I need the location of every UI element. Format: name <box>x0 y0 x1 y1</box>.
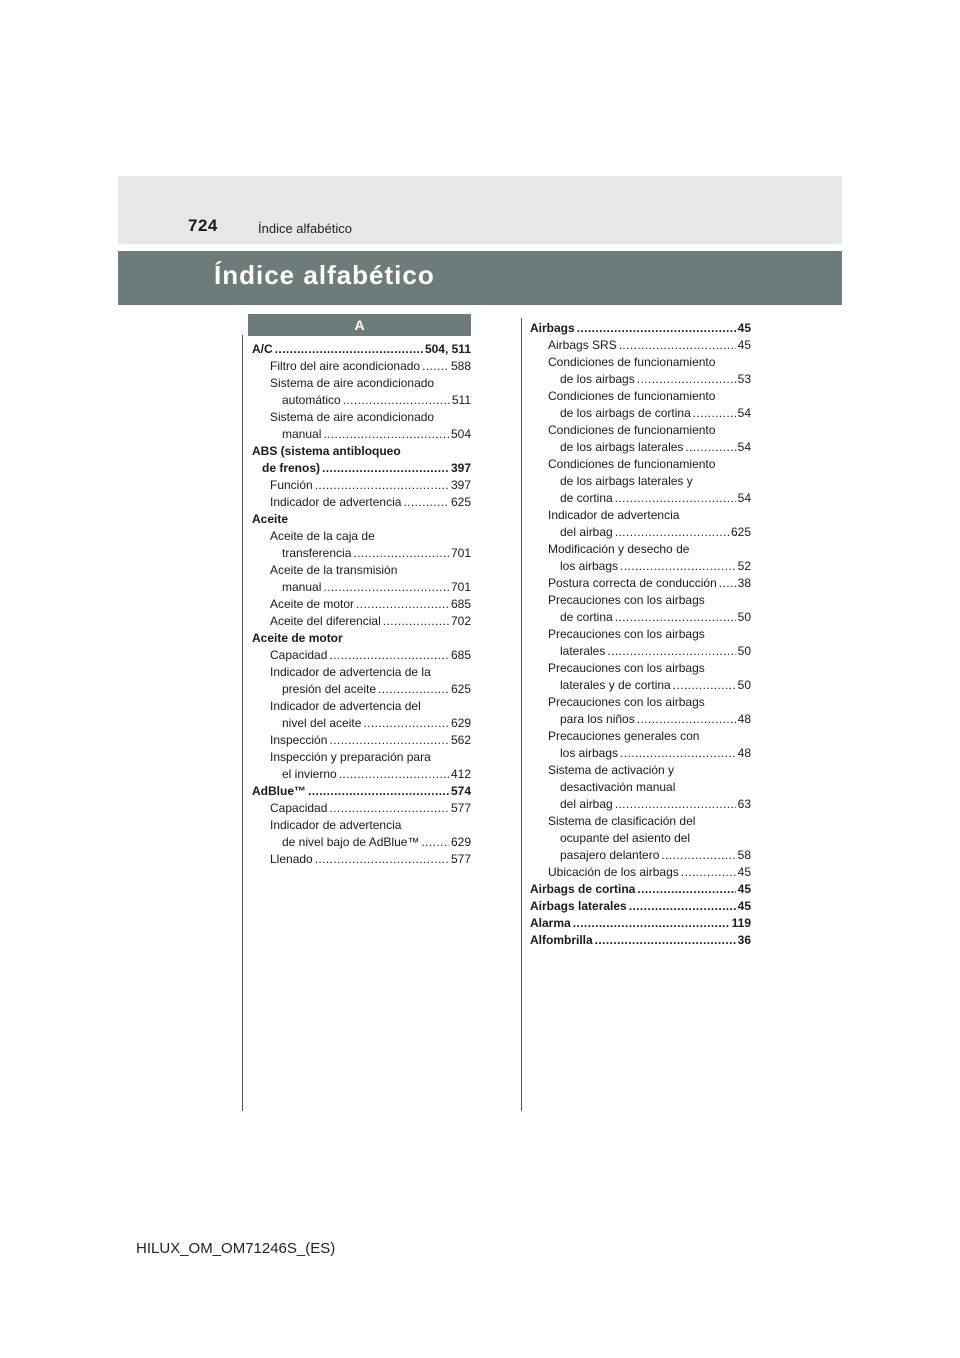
index-entry-term: Alarma <box>530 916 571 930</box>
index-entry <box>530 677 751 694</box>
index-entry-page: 504, 511 <box>424 342 471 356</box>
index-entry-page: 625 <box>450 682 471 696</box>
dot-leader <box>607 643 735 660</box>
index-entry-term: Capacidad <box>270 648 328 662</box>
index-entry-page: 625 <box>450 495 471 509</box>
index-entry <box>530 337 751 354</box>
index-entry-text: Indicador de advertencia <box>548 508 680 522</box>
column-divider-left <box>242 335 243 1111</box>
index-entry-text: Precauciones con los airbags <box>548 661 705 675</box>
dot-leader <box>315 851 449 868</box>
index-entry-term: Airbags <box>530 321 575 335</box>
index-entry-text: Sistema de aire acondicionado <box>270 410 435 424</box>
index-entry <box>530 796 751 813</box>
dot-leader <box>620 558 736 575</box>
index-entry-text: Indicador de advertencia <box>270 818 402 832</box>
index-entry-page: 577 <box>450 801 471 815</box>
index-entry <box>530 864 751 881</box>
index-entry-term: de los airbags <box>560 372 635 386</box>
index-entry-term: laterales <box>560 644 606 658</box>
dot-leader <box>403 494 449 511</box>
index-entry-term: Indicador de advertencia <box>270 495 402 509</box>
dot-leader <box>637 711 736 728</box>
index-entry-term: laterales y de cortina <box>560 678 671 692</box>
index-entry-term: de cortina <box>560 491 613 505</box>
dot-leader <box>308 783 449 800</box>
index-entry-page: 45 <box>737 899 751 913</box>
dot-leader <box>343 392 450 409</box>
index-entry <box>530 405 751 422</box>
index-entry-term: manual <box>282 427 322 441</box>
dot-leader <box>329 800 449 817</box>
index-entry-term: del airbag <box>560 797 613 811</box>
index-entry-term: Llenado <box>270 852 313 866</box>
index-entry-term: Ubicación de los airbags <box>548 865 679 879</box>
index-entry <box>252 613 471 630</box>
index-entry <box>530 609 751 626</box>
index-entry-text: Precauciones con los airbags <box>548 627 705 641</box>
index-entry-text: Modificación y desecho de <box>548 542 690 556</box>
index-entry <box>252 579 471 596</box>
index-entry <box>530 847 751 864</box>
index-entry <box>530 745 751 762</box>
dot-leader <box>323 579 449 596</box>
index-entry <box>530 915 751 932</box>
index-entry-text: Sistema de clasificación del <box>548 814 696 828</box>
index-entry-term: del airbag <box>560 525 613 539</box>
index-entry-text: Sistema de aire acondicionado <box>270 376 435 390</box>
index-entry-text: Condiciones de funcionamiento <box>548 355 716 369</box>
dot-leader <box>615 490 736 507</box>
index-entry-text: Sistema de activación y <box>548 763 675 777</box>
index-entry-term: para los niños <box>560 712 635 726</box>
page-number: 724 <box>188 216 218 235</box>
index-entry-term: Postura correcta de conducción <box>548 576 717 590</box>
index-entry-page: 504 <box>450 427 471 441</box>
index-entry-text: de los airbags laterales y <box>560 474 693 488</box>
index-entry <box>252 834 471 851</box>
dot-leader <box>673 677 736 694</box>
dot-leader <box>577 320 736 337</box>
dot-leader <box>719 575 736 592</box>
index-entry-text: Precauciones con los airbags <box>548 695 705 709</box>
dot-leader <box>383 613 449 630</box>
index-entry-page: 702 <box>450 614 471 628</box>
index-entry-text: Aceite de la transmisión <box>270 563 398 577</box>
dot-leader <box>421 834 449 851</box>
index-entry-page: 45 <box>737 321 751 335</box>
index-entry-term: de nivel bajo de AdBlue™ <box>282 835 420 849</box>
index-entry <box>252 477 471 494</box>
dot-leader <box>685 439 735 456</box>
index-entry <box>530 558 751 575</box>
dot-leader <box>573 915 730 932</box>
index-entry-page: 577 <box>450 852 471 866</box>
index-entry-page: 625 <box>730 525 751 539</box>
index-entry-term: transferencia <box>282 546 352 560</box>
index-entry-term: de los airbags de cortina <box>560 406 691 420</box>
dot-leader <box>629 898 736 915</box>
index-entry-page: 53 <box>737 372 751 386</box>
index-entry-text: Aceite de motor <box>252 631 343 645</box>
index-entry-page: 574 <box>450 784 471 798</box>
index-entry-page: 48 <box>737 712 751 726</box>
index-entry-term: pasajero delantero <box>560 848 660 862</box>
index-entry-text: Aceite <box>252 512 289 526</box>
dot-leader <box>661 847 735 864</box>
index-entry-text: Indicador de advertencia de la <box>270 665 431 679</box>
dot-leader <box>323 426 449 443</box>
index-entry-text: ocupante del asiento del <box>560 831 691 845</box>
index-entry-text: desactivación manual <box>560 780 676 794</box>
index-entry-page: 63 <box>737 797 751 811</box>
index-entry <box>252 426 471 443</box>
index-entry-page: 629 <box>450 716 471 730</box>
index-column-right <box>530 320 751 949</box>
index-entry-page: 685 <box>450 597 471 611</box>
index-entry-page: 36 <box>737 933 751 947</box>
index-entry <box>252 800 471 817</box>
index-entry-term: Aceite del diferencial <box>270 614 381 628</box>
index-entry-term: de cortina <box>560 610 613 624</box>
dot-leader <box>637 371 736 388</box>
index-entry-page: 562 <box>450 733 471 747</box>
index-entry-text: Precauciones generales con <box>548 729 700 743</box>
index-entry-page: 412 <box>450 767 471 781</box>
header-band <box>118 176 842 244</box>
index-entry-term: presión del aceite <box>282 682 377 696</box>
index-entry <box>530 711 751 728</box>
index-entry-page: 50 <box>737 644 751 658</box>
index-entry-term: Función <box>270 478 313 492</box>
dot-leader <box>693 405 736 422</box>
dot-leader <box>329 647 449 664</box>
dot-leader <box>681 864 736 881</box>
index-entry-term: los airbags <box>560 559 619 573</box>
index-entry-page: 119 <box>731 916 751 930</box>
index-entry-text: Condiciones de funcionamiento <box>548 389 716 403</box>
index-entry-page: 701 <box>450 546 471 560</box>
index-entry-page: 52 <box>737 559 751 573</box>
index-entry-page: 397 <box>450 461 471 475</box>
dot-leader <box>615 796 736 813</box>
index-entry-term: Filtro del aire acondicionado <box>270 359 421 373</box>
index-entry-page: 50 <box>737 678 751 692</box>
dot-leader <box>315 477 449 494</box>
index-entry-page: 54 <box>737 440 751 454</box>
index-entry <box>530 575 751 592</box>
dot-leader <box>363 715 449 732</box>
dot-leader <box>356 596 449 613</box>
index-entry-term: AdBlue™ <box>252 784 306 798</box>
index-entry <box>530 643 751 660</box>
index-entry-text: Inspección y preparación para <box>270 750 431 764</box>
index-entry-term: Aceite de motor <box>270 597 355 611</box>
index-entry <box>530 524 751 541</box>
header-title: Índice alfabético <box>258 221 352 236</box>
index-entry-term: manual <box>282 580 322 594</box>
dot-leader <box>620 745 736 762</box>
dot-leader <box>595 932 736 949</box>
index-entry-term: de frenos) <box>262 461 321 475</box>
dot-leader <box>322 460 449 477</box>
dot-leader <box>422 358 449 375</box>
index-entry-page: 685 <box>450 648 471 662</box>
index-entry-page: 45 <box>737 882 751 896</box>
index-entry-page: 701 <box>450 580 471 594</box>
index-entry-page: 511 <box>451 393 471 407</box>
index-entry-term: los airbags <box>560 746 619 760</box>
index-entry-page: 38 <box>737 576 751 590</box>
index-entry-page: 588 <box>450 359 471 373</box>
column-divider-right <box>521 318 522 1111</box>
index-entry-page: 45 <box>737 338 751 352</box>
index-entry-page: 54 <box>737 406 751 420</box>
index-entry-term: Airbags SRS <box>548 338 617 352</box>
index-entry <box>252 460 471 477</box>
index-entry-term: Capacidad <box>270 801 328 815</box>
index-entry <box>252 715 471 732</box>
dot-leader <box>637 881 735 898</box>
index-entry <box>530 320 751 337</box>
index-entry-term: A/C <box>252 342 273 356</box>
dot-leader <box>329 732 449 749</box>
dot-leader <box>275 341 423 358</box>
index-entry <box>530 371 751 388</box>
index-entry <box>252 545 471 562</box>
section-letter-badge: A <box>248 314 471 336</box>
index-entry <box>252 783 471 800</box>
index-entry-term: Airbags laterales <box>530 899 627 913</box>
index-entry-text: Indicador de advertencia del <box>270 699 421 713</box>
index-entry-page: 58 <box>737 848 751 862</box>
document-code: HILUX_OM_OM71246S_(ES) <box>136 1240 336 1257</box>
dot-leader <box>619 337 736 354</box>
index-entry-term: nivel del aceite <box>282 716 362 730</box>
dot-leader <box>615 524 729 541</box>
dot-leader <box>353 545 449 562</box>
index-entry-term: Inspección <box>270 733 328 747</box>
index-entry <box>530 898 751 915</box>
index-entry-text: Condiciones de funcionamiento <box>548 457 716 471</box>
index-entry <box>530 932 751 949</box>
index-entry <box>252 851 471 868</box>
index-entry <box>252 766 471 783</box>
index-entry-term: automático <box>282 393 341 407</box>
index-entry-page: 397 <box>450 478 471 492</box>
index-entry <box>252 647 471 664</box>
index-entry <box>252 358 471 375</box>
index-entry-term: el invierno <box>282 767 337 781</box>
index-entry-term: Alfombrilla <box>530 933 593 947</box>
index-entry-text: ABS (sistema antibloqueo <box>252 444 401 458</box>
index-entry-page: 50 <box>737 610 751 624</box>
index-entry <box>252 732 471 749</box>
dot-leader <box>378 681 449 698</box>
index-entry-page: 48 <box>737 746 751 760</box>
index-entry-term: Airbags de cortina <box>530 882 636 896</box>
index-entry <box>530 490 751 507</box>
dot-leader <box>339 766 449 783</box>
index-entry-term: de los airbags laterales <box>560 440 684 454</box>
index-entry <box>252 596 471 613</box>
page-title: Índice alfabético <box>214 260 435 290</box>
index-entry-page: 54 <box>737 491 751 505</box>
index-entry-text: Condiciones de funcionamiento <box>548 423 716 437</box>
index-entry <box>252 341 471 358</box>
index-entry-text: Aceite de la caja de <box>270 529 375 543</box>
index-entry-text: Precauciones con los airbags <box>548 593 705 607</box>
dot-leader <box>615 609 736 626</box>
index-entry <box>252 392 471 409</box>
index-entry <box>530 881 751 898</box>
index-entry-page: 45 <box>737 865 751 879</box>
index-entry <box>530 439 751 456</box>
index-entry <box>252 681 471 698</box>
index-column-left <box>252 341 471 868</box>
index-entry <box>252 494 471 511</box>
index-entry-page: 629 <box>450 835 471 849</box>
